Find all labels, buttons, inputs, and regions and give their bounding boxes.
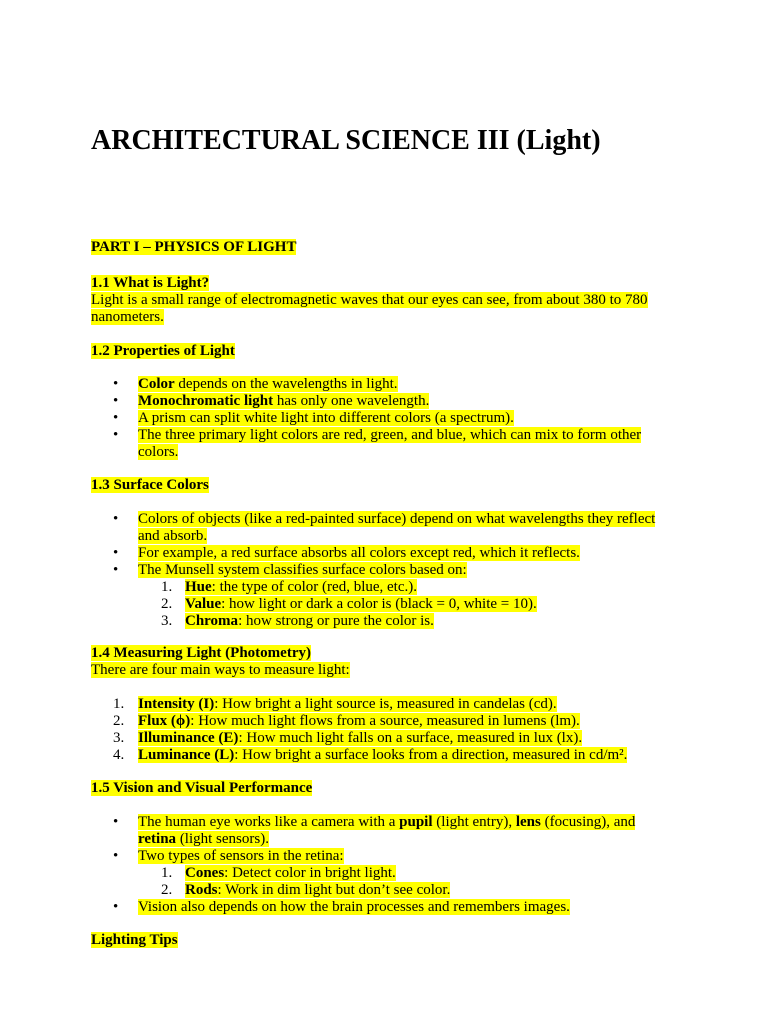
list-item: 2. Value: how light or dark a color is (black = 0, white = 10).: [161, 596, 537, 612]
list-item: 2. Flux (ϕ): How much light flows from a source, measured in lumens (lm).: [113, 713, 580, 729]
list-item: • For example, a red surface absorbs all colors except red, which it reflects.: [113, 545, 580, 561]
list-item: • A prism can split white light into different colors (a spectrum).: [113, 410, 514, 426]
sensor-list: [91, 865, 691, 899]
section-1-2-heading: 1.2 Properties of Light: [91, 343, 235, 359]
list-item: • Color depends on the wavelengths in light.: [113, 376, 398, 392]
list-item: • Colors of objects (like a red-painted surface) depend on what wavelengths they reflect and absorb.: [113, 511, 656, 544]
document-title: ARCHITECTURAL SCIENCE III (Light): [91, 125, 601, 156]
list-item: • Two types of sensors in the retina: 1. Cones: Detect color in bright light. 2. Rods: Work in dim light but don’t see color.: [91, 848, 691, 899]
paragraph-line: Light is a small range of electromagnetic waves that our eyes can see, from about 380 to 780: [91, 292, 648, 308]
list-item: • Monochromatic light has only one wavelength.: [113, 393, 430, 409]
list-item: • The Munsell system classifies surface colors based on: 1. Hue: the type of color (red, blue, etc.). 2. Value: how light or dark a color is (black = 0, white = 10). 3. Chroma: how strong or pure the color is.: [91, 562, 691, 630]
list-item: 2. Rods: Work in dim light but don’t see color.: [161, 882, 451, 898]
munsell-list: [91, 579, 691, 630]
list-item: • Vision also depends on how the brain processes and remembers images.: [113, 899, 570, 915]
list-item: 3. Chroma: how strong or pure the color is.: [161, 613, 434, 629]
list-item: 1. Hue: the type of color (red, blue, etc.).: [161, 579, 418, 595]
section-1-1: [91, 275, 691, 326]
part-heading: PART I – PHYSICS OF LIGHT: [91, 239, 297, 255]
paragraph-line: nanometers.: [91, 309, 164, 325]
paragraph-line: There are four main ways to measure light:: [91, 662, 350, 678]
list-item: 4. Luminance (L): How bright a surface looks from a direction, measured in cd/m².: [113, 747, 628, 763]
section-1-5-heading: 1.5 Vision and Visual Performance: [91, 780, 313, 796]
list-item: 3. Illuminance (E): How much light falls on a surface, measured in lux (lx).: [113, 730, 583, 746]
section-1-3-heading: 1.3 Surface Colors: [91, 477, 209, 493]
lighting-tips-heading: Lighting Tips: [91, 932, 178, 948]
list-item: • The human eye works like a camera with a pupil (light entry), lens (focusing), and retina (light sensors).: [113, 814, 636, 847]
properties-list: [91, 376, 691, 461]
list-item: 1. Cones: Detect color in bright light.: [161, 865, 396, 881]
surface-colors-list: [91, 511, 691, 630]
photometry-list: [91, 696, 691, 764]
section-1-4: [91, 645, 691, 679]
section-heading: 1.4 Measuring Light (Photometry): [91, 645, 311, 661]
list-item: • The three primary light colors are red, green, and blue, which can mix to form other colors.: [113, 427, 642, 460]
list-item: 1. Intensity (I): How bright a light source is, measured in candelas (cd).: [113, 696, 557, 712]
vision-list: [91, 814, 691, 916]
section-heading: 1.1 What is Light?: [91, 275, 210, 291]
